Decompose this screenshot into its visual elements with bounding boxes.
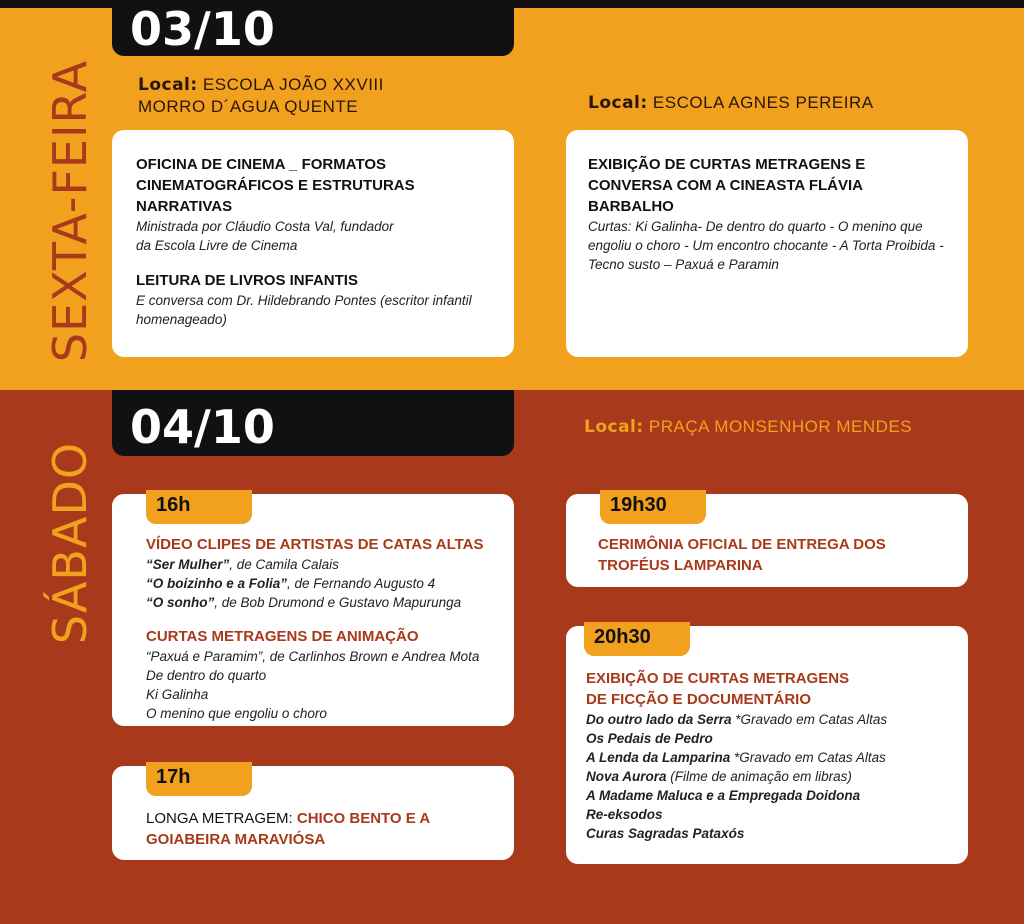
clip-item [146, 574, 504, 593]
event-title [146, 808, 504, 829]
film-title-part: GOIABEIRA MARAVIÓSA [146, 831, 326, 848]
film-title: A Lenda da Lamparina [586, 750, 731, 765]
clip-author: , de Camila Calais [229, 557, 339, 572]
card-19h30 [566, 494, 968, 587]
saturday-section [0, 390, 1024, 924]
clip-title: “Ser Mulher” [146, 557, 230, 572]
local-place-line2: MORRO D´AGUA QUENTE [138, 97, 359, 116]
film-item: Ki Galinha [146, 687, 209, 702]
event-title: EXIBIÇÃO DE CURTAS METRAGENS [586, 670, 850, 687]
card-17h [112, 766, 514, 860]
clip-author: , de Fernando Augusto 4 [287, 576, 436, 591]
film-note: *Gravado em Catas Altas [730, 750, 886, 765]
friday-local-left [138, 74, 384, 118]
clip-title: “O boizinho e a Folia” [146, 576, 288, 591]
film-item: “Paxuá e Paramim”, de Carlinhos Brown e Andrea Mota [146, 649, 480, 664]
event-desc: E conversa com Dr. Hildebrando Pontes (escritor infantil homenageado) [136, 293, 472, 327]
event-title: TROFÉUS LAMPARINA [598, 557, 763, 574]
film-item: O menino que engoliu o choro [146, 706, 327, 721]
event-title: CURTAS METRAGENS DE ANIMAÇÃO [146, 628, 419, 645]
film-item [586, 710, 958, 729]
film-title: Do outro lado da Serra [586, 712, 732, 727]
film-item [586, 748, 958, 767]
event-desc-line: da Escola Livre de Cinema [136, 238, 298, 253]
friday-card-left [112, 130, 514, 357]
friday-date: 03/10 [112, 0, 514, 56]
event-prefix: LONGA METRAGEM: [146, 810, 297, 827]
time-tag: 19h30 [600, 490, 706, 524]
film-title: Curas Sagradas Pataxós [586, 826, 745, 841]
film-item: De dentro do quarto [146, 668, 267, 683]
local-place: ESCOLA AGNES PEREIRA [652, 93, 874, 112]
local-prefix: Local: [584, 417, 644, 437]
event-title: LEITURA DE LIVROS INFANTIS [136, 272, 358, 289]
local-place: PRAÇA MONSENHOR MENDES [648, 417, 913, 436]
friday-day-label: SEXTA-FEIRA [43, 59, 97, 363]
time-tag: 16h [146, 490, 252, 524]
film-title: Re-eksodos [586, 807, 663, 822]
film-title: Os Pedais de Pedro [586, 731, 713, 746]
clip-title: “O sonho” [146, 595, 215, 610]
card-16h [112, 494, 514, 726]
event-title: CERIMÔNIA OFICIAL DE ENTREGA DOS [598, 536, 886, 553]
saturday-day-label: SÁBADO [43, 441, 97, 645]
film-title: Nova Aurora [586, 769, 667, 784]
film-item [586, 767, 958, 786]
event-desc-line: Ministrada por Cláudio Costa Val, fundador [136, 219, 394, 234]
friday-section [0, 8, 1024, 390]
clip-item [146, 555, 504, 574]
local-place-line1: ESCOLA JOÃO XXVIII [202, 75, 384, 94]
local-prefix: Local: [588, 93, 648, 113]
clip-item [146, 593, 504, 612]
clip-author: , de Bob Drumond e Gustavo Mapurunga [214, 595, 462, 610]
friday-local-right [588, 92, 874, 114]
saturday-local [584, 416, 912, 438]
event-title: DE FICÇÃO E DOCUMENTÁRIO [586, 691, 811, 708]
saturday-date: 04/10 [112, 390, 514, 456]
event-title: VÍDEO CLIPES DE ARTISTAS DE CATAS ALTAS [146, 536, 484, 553]
time-tag: 17h [146, 762, 252, 796]
event-desc: Curtas: Ki Galinha- De dentro do quarto - O menino que engoliu o choro - Um encontro chocante - A Torta Proibida - Tecno susto – Paxuá e Paramin [588, 219, 944, 272]
card-20h30 [566, 626, 968, 864]
film-title: A Madame Maluca e a Empregada Doidona [586, 788, 861, 803]
film-title-part: CHICO BENTO E A [296, 810, 431, 827]
film-item [586, 805, 958, 824]
film-note: *Gravado em Catas Altas [731, 712, 888, 727]
local-prefix: Local: [138, 75, 198, 95]
event-title: EXIBIÇÃO DE CURTAS METRAGENS E CONVERSA COM A CINEASTA FLÁVIA BARBALHO [588, 156, 866, 215]
time-tag: 20h30 [584, 622, 690, 656]
friday-card-right [566, 130, 968, 357]
film-item [586, 786, 958, 805]
film-item [586, 824, 958, 843]
event-title: OFICINA DE CINEMA _ FORMATOS CINEMATOGRÁFICOS E ESTRUTURAS NARRATIVAS [136, 156, 415, 215]
film-item [586, 729, 958, 748]
film-note: (Filme de animação em libras) [666, 769, 852, 784]
